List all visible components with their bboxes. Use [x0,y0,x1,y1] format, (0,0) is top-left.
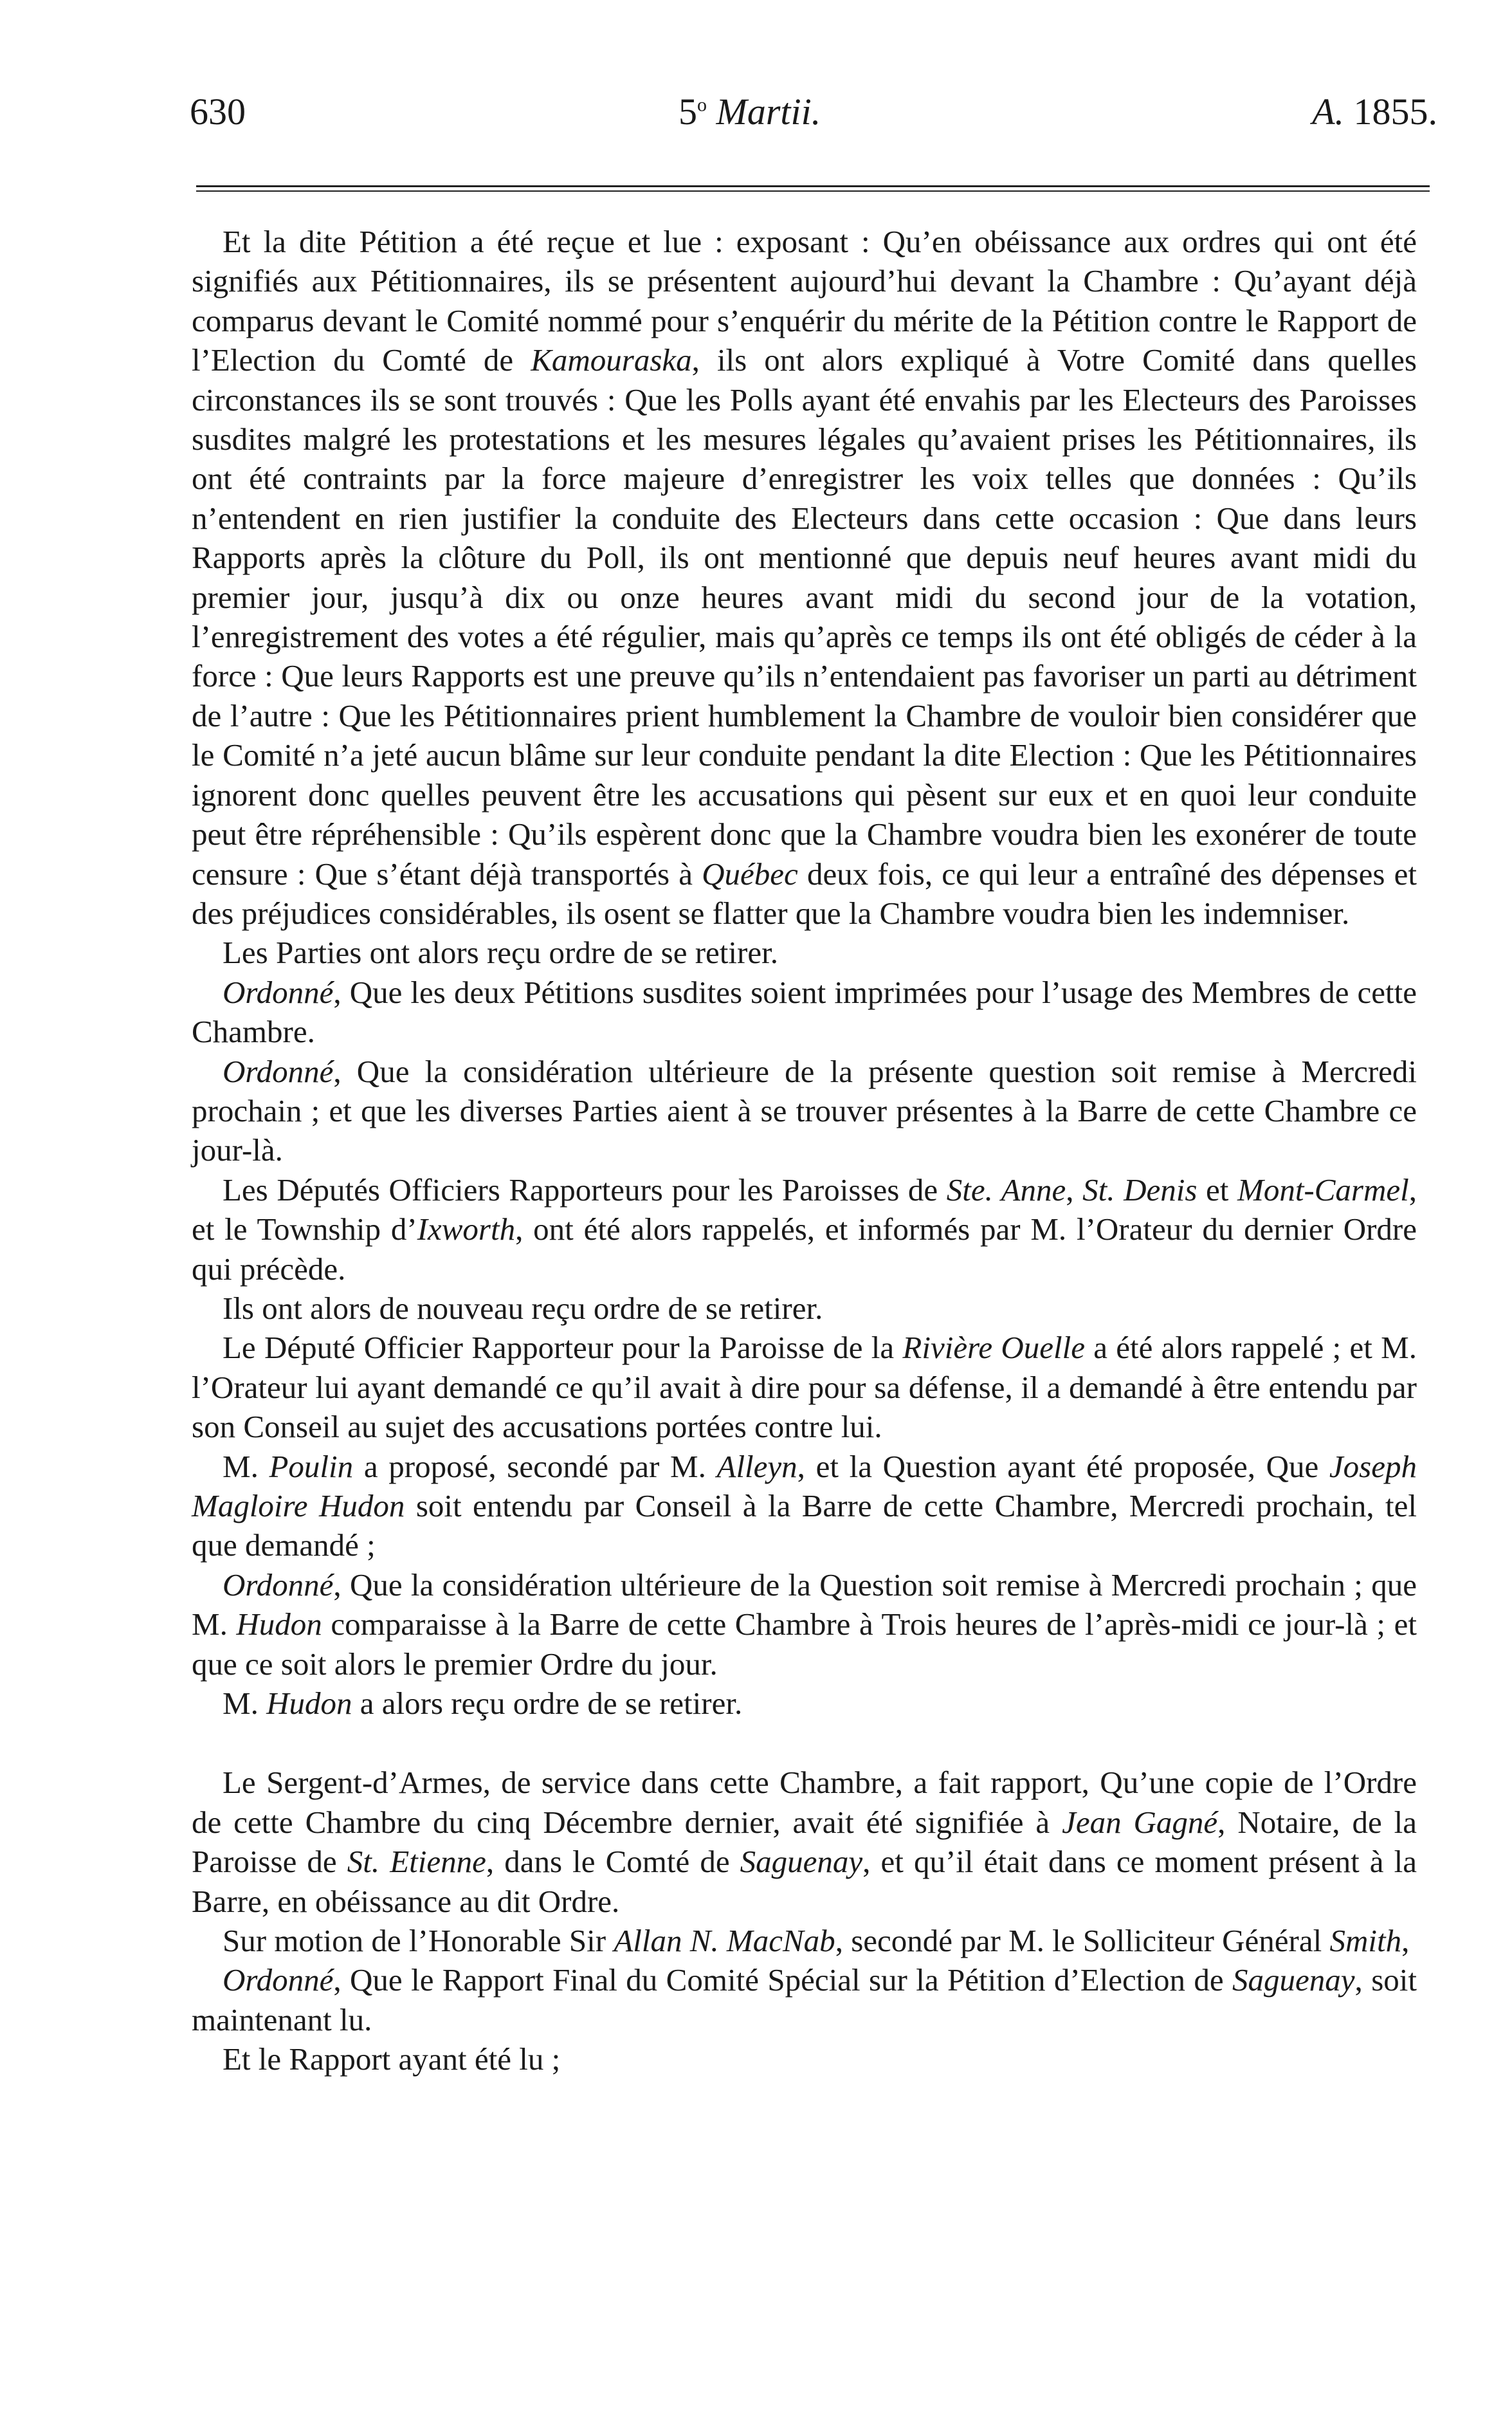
header-rule [196,185,1430,187]
paragraph: Les Parties ont alors reçu ordre de se retirer. [223,935,778,971]
page-number: 630 [190,91,246,133]
paragraph: M. Hudon a alors reçu ordre de se retirer. [223,1686,743,1722]
header-rule-thin [196,190,1430,192]
order-paragraph: Ordonné, Que les deux Pétitions susdites soient imprimées pour l’usage des Membres de cette Chambre. [192,974,1417,1050]
sergeant-report-paragraph: Le Sergent-d’Armes, de service dans cette Chambre, a fait rapport, Qu’une copie de l’Ordre de cette Chambre du cinq Décembre dernier, avait été signifiée à Jean Gagné, Notaire, de la Paroisse de St. Etienne, dans le Comté de Saguenay, et qu’il était dans ce moment présent à la Barre, en obéissance au dit Ordre. [192,1765,1417,1919]
order-paragraph: Ordonné, Que la considération ultérieure de la présente question soit remise à Mercredi prochain ; et que les diverses Parties aient à se trouver présentes à la Barre de cette Chambre ce jour-là. [192,1053,1417,1168]
header-year: A. 1855. [1312,91,1437,133]
paragraph: Les Députés Officiers Rapporteurs pour les Paroisses de Ste. Anne, St. Denis et Mont-Carmel, et le Township d’Ixworth, ont été alors rappelés, et informés par M. l’Orateur du dernier Ordre qui précède. [192,1172,1417,1287]
document-body [192,222,1417,2079]
order-paragraph: Ordonné, Que le Rapport Final du Comité Spécial sur la Pétition d’Election de Saguenay, soit maintenant lu. [192,1962,1417,2037]
order-paragraph: Ordonné, Que la considération ultérieure de la Question soit remise à Mercredi prochain ; que M. Hudon comparaisse à la Barre de cette Chambre à Trois heures de l’après-midi ce jour-là ; et que ce soit alors le premier Ordre du jour. [192,1567,1417,1682]
paragraph: Et le Rapport ayant été lu ; [223,2041,561,2077]
page-header [190,90,1437,142]
motion-paragraph: M. Poulin a proposé, secondé par M. Alleyn, et la Question ayant été proposée, Que Joseph Magloire Hudon soit entendu par Conseil à la Barre de cette Chambre, Mercredi prochain, tel que demandé ; [192,1448,1417,1563]
paragraph: Le Député Officier Rapporteur pour la Paroisse de la Rivière Ouelle a été alors rappelé ; et M. l’Orateur lui ayant demandé ce qu’il avait à dire pour sa défense, il a demandé à être entendu par son Conseil au sujet des accusations portées contre lui. [192,1330,1417,1445]
paragraph: Ils ont alors de nouveau reçu ordre de se retirer. [223,1290,823,1326]
header-date: 5$^o$ Martii. [679,91,821,133]
motion-paragraph: Sur motion de l’Honorable Sir Allan N. MacNab, secondé par M. le Solliciteur Général Smith, [223,1923,1410,1959]
petition-paragraph: Et la dite Pétition a été reçue et lue : exposant : Qu’en obéissance aux ordres qui ont été signifiés aux Pétitionnaires, ils se présentent aujourd’hui devant la Chambre : Qu’ayant déjà comparus devant le Comité nommé pour s’enquérir du mérite de la Pétition contre le Rapport de l’Election du Comté de Kamouraska, ils ont alors expliqué à Votre Comité dans quelles circonstances ils se sont trouvés : Que les Polls ayant été envahis par les Electeurs des Paroisses susdites malgré les protestations et les mesures légales qu’avaient prises les Pétitionnaires, ils ont été contraints par la force majeure d’enregistrer les voix telles que données : Qu’ils n’entendent en rien justifier la conduite des Electeurs dans cette occasion : Que dans leurs Rapports après la clôture du Poll, ils ont mentionné que depuis neuf heures avant midi du premier jour, jusqu’à dix ou onze heures avant midi du second jour de la votation, l’enregistrement des votes a été régulier, mais qu’après ce temps ils ont été obligés de céder à la force : Que leurs Rapports est une preuve qu’ils n’entendaient pas favoriser un parti au détriment de l’autre : Que les Pétitionnaires prient humblement la Chambre de vouloir bien considérer que le Comité n’a jeté aucun blâme sur leur conduite pendant la dite Election : Que les Pétitionnaires ignorent donc quelles peuvent être les accusations qui pèsent sur eux et en quoi leur conduite peut être répréhensible : Qu’ils espèrent donc que la Chambre voudra bien les exonérer de toute censure : Que s’étant déjà transportés à Québec deux fois, ce qui leur a entraîné des dépenses et des préjudices considérables, ils osent se flatter que la Chambre voudra bien les indemniser. [192,224,1417,931]
